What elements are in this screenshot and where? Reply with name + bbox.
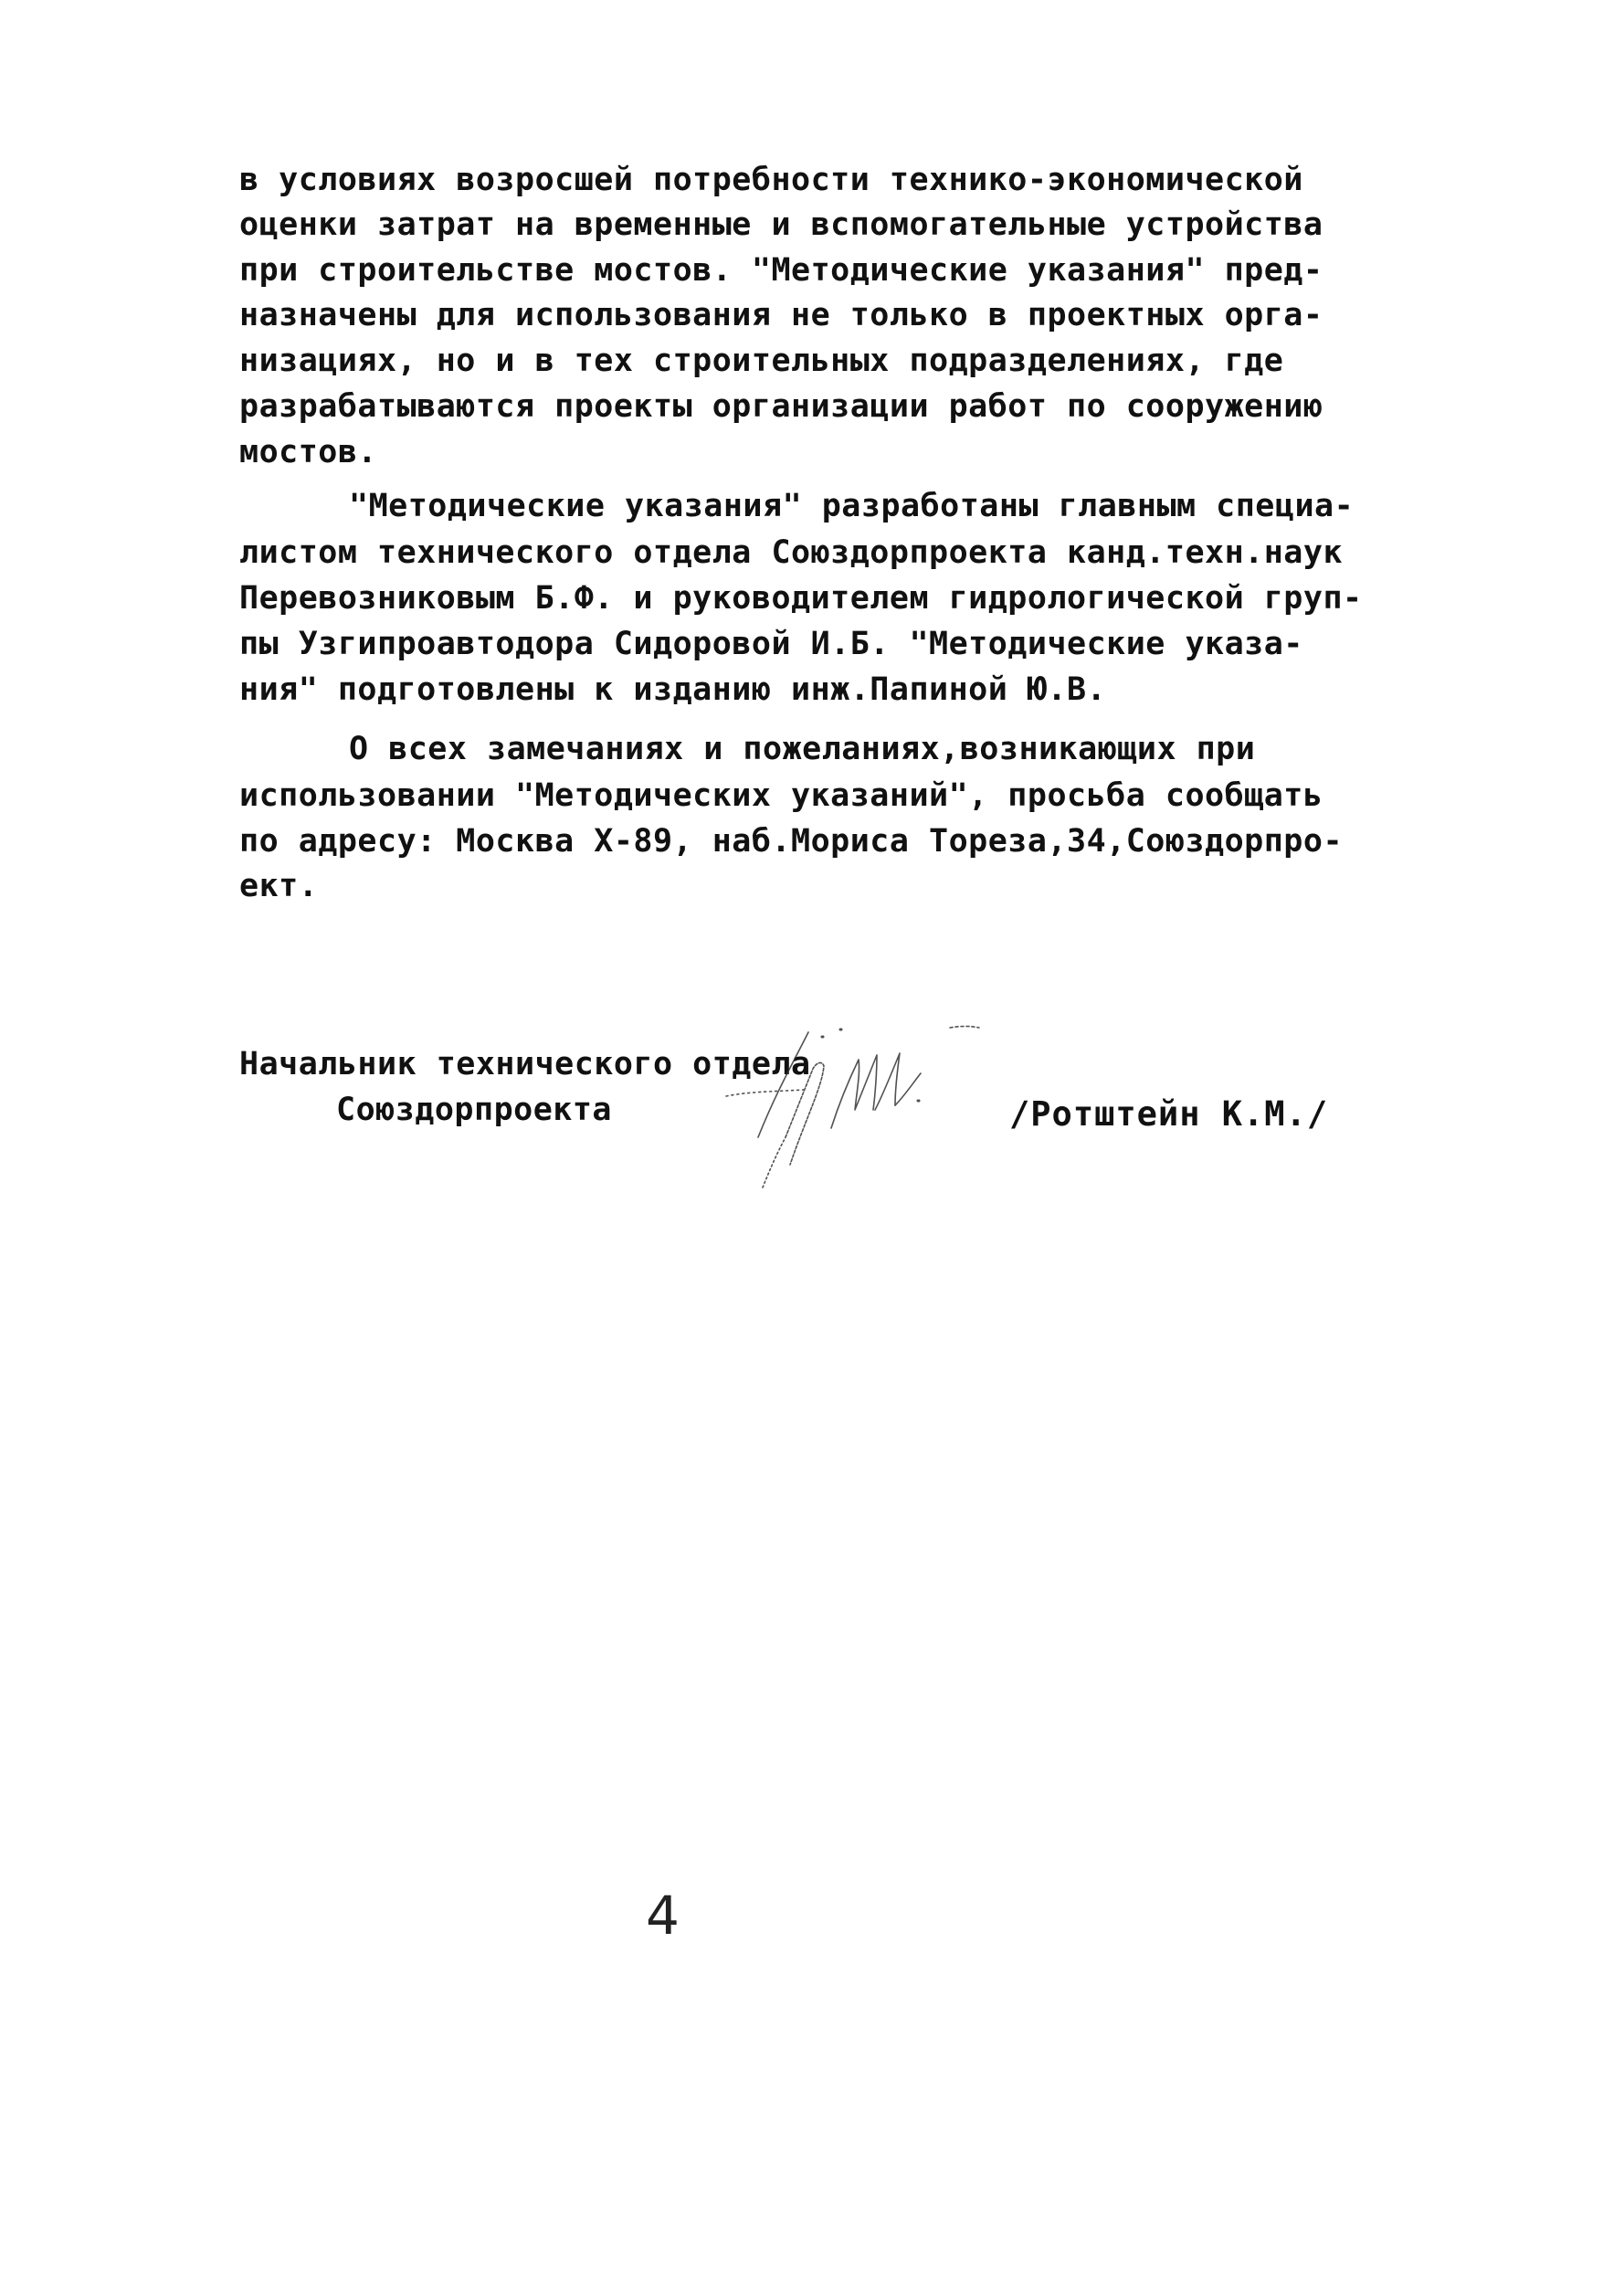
signatory-title: Начальник технического отдела (239, 1046, 811, 1082)
page-number: 4 (646, 1885, 680, 1947)
paragraph-1-line-4: назначены для использования не только в проектных орга- (239, 297, 1323, 333)
signatory-organization: Союздорпроекта (336, 1092, 613, 1128)
paragraph-2-line-2: листом технического отдела Союздорпроекта канд.техн.наук (239, 534, 1344, 571)
paragraph-1-line-6: разрабатываются проекты организации работ по сооружению (239, 388, 1323, 425)
paragraph-3-line-4: ект. (239, 868, 319, 904)
handwritten-signature (722, 1019, 996, 1201)
paragraph-1-line-3: при строительстве мостов. "Методические указания" пред- (239, 252, 1323, 289)
paragraph-2-line-1: "Методические указания" разработаны главным специа- (349, 488, 1355, 524)
paragraph-2-line-4: пы Узгипроавтодора Сидоровой И.Б. "Методические указа- (239, 626, 1303, 662)
paragraph-3-line-1: О всех замечаниях и пожеланиях,возникающих при (349, 731, 1256, 767)
paragraph-1-line-7: мостов. (239, 434, 378, 470)
paragraph-3-line-2: использовании "Методических указаний", просьба сообщать (239, 777, 1323, 814)
paragraph-1-line-2: оценки затрат на временные и вспомогательные устройства (239, 206, 1323, 243)
paragraph-2-line-3: Перевозниковым Б.Ф. и руководителем гидрологической груп- (239, 580, 1363, 617)
paragraph-1-line-1: в условиях возросшей потребности технико-экономической (239, 162, 1303, 198)
paragraph-2-line-5: ния" подготовлены к изданию инж.Папиной Ю.В. (239, 671, 1107, 708)
paragraph-1-line-5: низациях, но и в тех строительных подразделениях, где (239, 343, 1284, 379)
paragraph-3-line-3: по адресу: Москва Х-89, наб.Мориса Тореза,34,Союздорпро- (239, 823, 1344, 860)
signatory-name: /Ротштейн К.М./ (1009, 1094, 1329, 1134)
